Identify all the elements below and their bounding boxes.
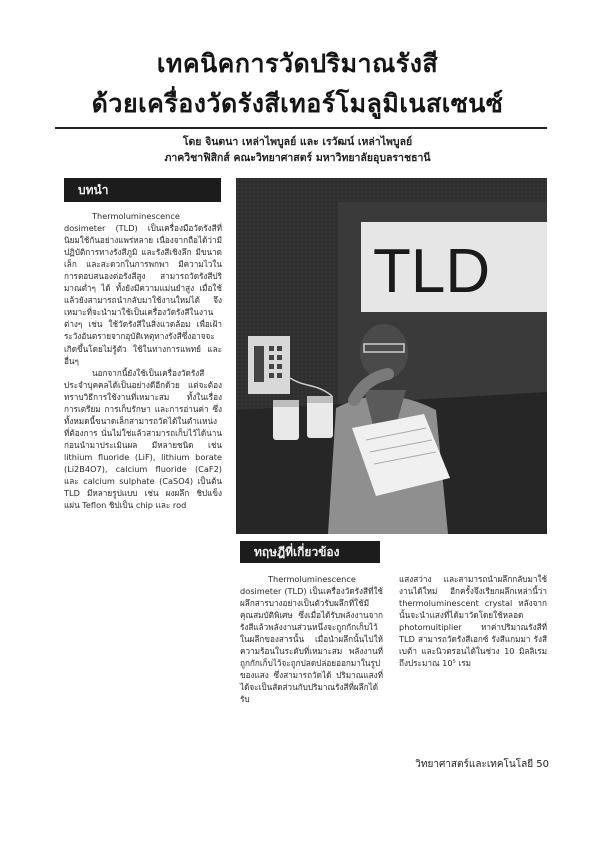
jar-icon [273, 404, 299, 440]
page-footer: วิทยาศาสตร์และเทคโนโลยี 50 [415, 759, 549, 770]
jar-icon [307, 400, 333, 438]
article-title-line2: ด้วยเครื่องวัดรังสีเทอร์โมลูมิเนสเซนซ์ [91, 89, 504, 118]
article-title-line1: เทคนิคการวัดปริมาณรังสี [156, 49, 439, 78]
intro-paragraph-2: นอกจากนี้ยังใช้เป็นเครื่องวัดรังสีประจำบุคคลได้เป็นอย่างดีอีกด้วย แต่จะต้องทราบวิธีการใช้งานที่เหมาะสม ทั้งในเรื่องการเตรียม การเก็บรักษา และการอ่านค่า ซึ่งทั้งหมดนี้ขนาดเล็กสามารถวัดได้ในตำแหน่งที่ต้องการ นั่นไม่ใช่แล้วสามารถเก็บไว้ได้นาน ก่อนนำมาประเมินผล มีหลายชนิด เช่น lithium fluoride (LiF), lithium borate (Li2B4O7), calcium fluoride (CaF2) และ calcium sulphate (CaSO4) เป็นต้น TLD มีหลายรูปแบบ เช่น ผงผลึก ชิปแข็ง แผ่น Teflon ชิปเป็น chip และ rod [64, 367, 222, 511]
author-affiliation: ภาควิชาฟิสิกส์ คณะวิทยาศาสตร์ มหาวิทยาลัยอุบลราชธานี [164, 152, 431, 164]
title-divider [55, 127, 547, 129]
tld-sign-text: TLD [373, 237, 491, 306]
intro-column [64, 210, 222, 511]
intro-paragraph-1: Thermoluminescence dosimeter (TLD) เป็นเครื่องมือวัดรังสีที่นิยมใช้กันอย่างแพร่หลาย เนื่องจากถือได้ว่ามีปฏิบัติการทางรังสีภูมิ และรังสีเชิงลึก มีขนาดเล็ก และสะดวกในการพกพา มีความไวในการตอบสนองต่อรังสีสูง สามารถวัดรังสีปริมาณต่ำๆ ได้ ทั้งยังมีความแม่นยำสูง เมื่อใช้แล้วยังสามารถนำกลับมาใช้งานใหม่ได้ จึงเหมาะที่จะนำมาใช้เป็นเครื่องวัดรังสีในงานต่างๆ เช่น ใช้วัดรังสีในสิ่งแวดล้อม เพื่อเฝ้าระวังอันตรายจากอุบัติเหตุทางรังสีซึ่งอาจจะเกิดขึ้นโดยไม่รู้ตัว ใช้ในทางการแพทย์ และอื่นๆ [64, 211, 222, 366]
theory-column-right [399, 573, 547, 669]
tld-illustration [236, 178, 547, 534]
theory-column-left [240, 573, 383, 706]
theory-paragraph-2: แสงสว่าง และสามารถนำผลึกกลับมาใช้งานได้ใหม่ อีกครั้งจึงเรียกผลึกเหล่านี้ว่า thermoluminescent crystal หลังจากนั้นจะนำแสงที่ได้มาวัดโดยใช้หลอด photomultiplier หาค่าปริมาณรังสีที่ TLD สามารถวัดรังสีเอกซ์ รังสีแกมมา รังสีเบต้า และนิวตรอนได้ในช่วง 10 มิลลิเรม ถึงประมาณ 10⁵ เรม [399, 574, 547, 669]
intro-heading: บทนำ [64, 178, 221, 202]
author-byline: โดย จินตนา เหล่าไพบูลย์ และ เรวัฒน์ เหล่าไพบูลย์ [182, 136, 413, 148]
theory-heading: ทฤษฎีที่เกี่ยวข้อง [240, 541, 380, 563]
theory-paragraph-1: Thermoluminescence dosimeter (TLD) เป็นเครื่องวัดรังสีที่ใช้ผลึกสารบางอย่างเป็นตัวรับผลึกที่ใช้มีคุณสมบัติพิเศษ ซึ่งเมื่อได้รับพลังงานจากรังสีแล้วพลังงานส่วนหนึ่งจะถูกกักเก็บไว้ในผลึกของสารนั้น เมื่อนำผลึกนั้นไปให้ความร้อนในระดับที่เหมาะสม พลังงานที่ถูกกักเก็บไว้จะถูกปลดปล่อยออกมาในรูปของแสง ซึ่งสามารถวัดได้ ปริมาณแสงที่ได้จะเป็นสัดส่วนกับปริมาณรังสีที่ผลึกได้รับ [240, 574, 383, 705]
